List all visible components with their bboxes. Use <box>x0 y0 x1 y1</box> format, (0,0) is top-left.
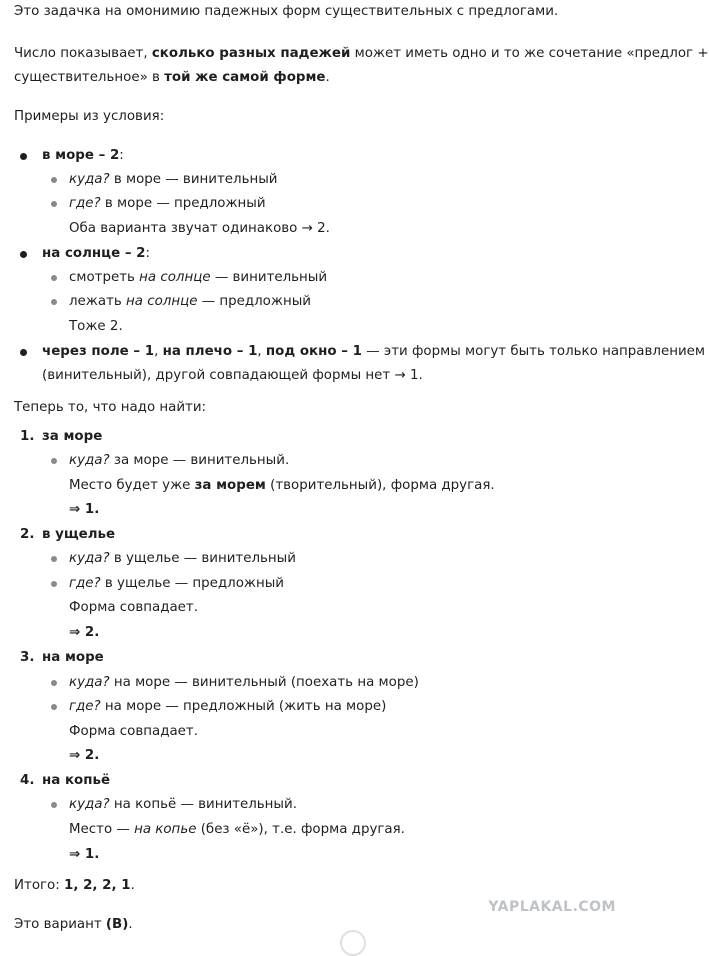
list-number: 2. <box>20 527 35 542</box>
bullet <box>20 153 27 160</box>
sub-bullet <box>51 802 57 808</box>
sub-bullet <box>51 581 57 587</box>
item-note: Форма совпадает. <box>69 600 198 615</box>
sub-bullet <box>51 680 57 686</box>
answer-line: Это вариант (В). <box>14 917 133 932</box>
example-na-solntse-note: Тоже 2. <box>69 319 123 334</box>
item-note: Место — на копье (без «ё»), т.е. форма другая. <box>69 822 405 837</box>
intro-text: Это задачка на омонимию падежных форм существительных с предлогами. <box>14 4 559 19</box>
example-v-more-gde: где? в море — предложный <box>69 196 266 211</box>
item-result: ⇒ 1. <box>69 502 100 517</box>
item-title: на море <box>42 650 104 665</box>
explanation-line-2: существительное» в той же самой форме. <box>14 70 330 85</box>
explanation-line-1: Число показывает, сколько разных падежей может иметь одно и то же сочетание «предлог + <box>14 46 709 61</box>
bullet <box>20 349 27 356</box>
sub-bullet <box>51 704 57 710</box>
bullet <box>20 251 27 258</box>
item-line: куда? за море — винительный. <box>69 453 290 468</box>
item-note: Место будет уже за морем (творительный), форма другая. <box>69 478 495 493</box>
sub-bullet <box>51 275 57 281</box>
item-line: куда? на море — винительный (поехать на море) <box>69 675 419 690</box>
example-v-more-note: Оба варианта звучат одинаково → 2. <box>69 221 330 236</box>
item-line: куда? на копьё — винительный. <box>69 797 297 812</box>
list-number: 4. <box>20 773 35 788</box>
item-result: ⇒ 1. <box>69 847 100 862</box>
example-v-more: в море – 2: <box>42 148 124 163</box>
find-heading: Теперь то, что надо найти: <box>14 400 207 415</box>
item-line: где? в ущелье — предложный <box>69 576 285 591</box>
example-na-solntse: на солнце – 2: <box>42 246 151 261</box>
item-result: ⇒ 2. <box>69 748 100 763</box>
item-title: в ущелье <box>42 527 116 542</box>
item-line: где? на море — предложный (жить на море) <box>69 699 387 714</box>
sub-bullet <box>51 201 57 207</box>
example-na-solntse-lie: лежать на солнце — предложный <box>69 294 311 309</box>
item-title: на копьё <box>42 773 111 788</box>
item-title: за море <box>42 429 103 444</box>
list-number: 3. <box>20 650 35 665</box>
total-line: Итого: 1, 2, 2, 1. <box>14 878 135 893</box>
watermark-logo: YAPLAKAL.COM <box>488 899 616 915</box>
example-na-solntse-look: смотреть на солнце — винительный <box>69 270 328 285</box>
sub-bullet <box>51 299 57 305</box>
key-phrase-same-form: той же самой форме <box>164 70 326 85</box>
list-number: 1. <box>20 429 35 444</box>
item-line: куда? в ущелье — винительный <box>69 551 296 566</box>
example-v-more-kuda: куда? в море — винительный <box>69 172 278 187</box>
key-phrase-cases: сколько разных падежей <box>151 46 351 61</box>
item-note: Форма совпадает. <box>69 724 198 739</box>
examples-heading: Примеры из условия: <box>14 109 165 124</box>
scroll-circle-icon <box>340 930 366 956</box>
example-direction-only-cont: (винительный), другой совпадающей формы нет → 1. <box>42 368 423 383</box>
sub-bullet <box>51 556 57 562</box>
sub-bullet <box>51 458 57 464</box>
sub-bullet <box>51 177 57 183</box>
example-direction-only: через поле – 1, на плечо – 1, под окно – 1 — эти формы могут быть только направлением <box>42 344 706 359</box>
item-result: ⇒ 2. <box>69 625 100 640</box>
